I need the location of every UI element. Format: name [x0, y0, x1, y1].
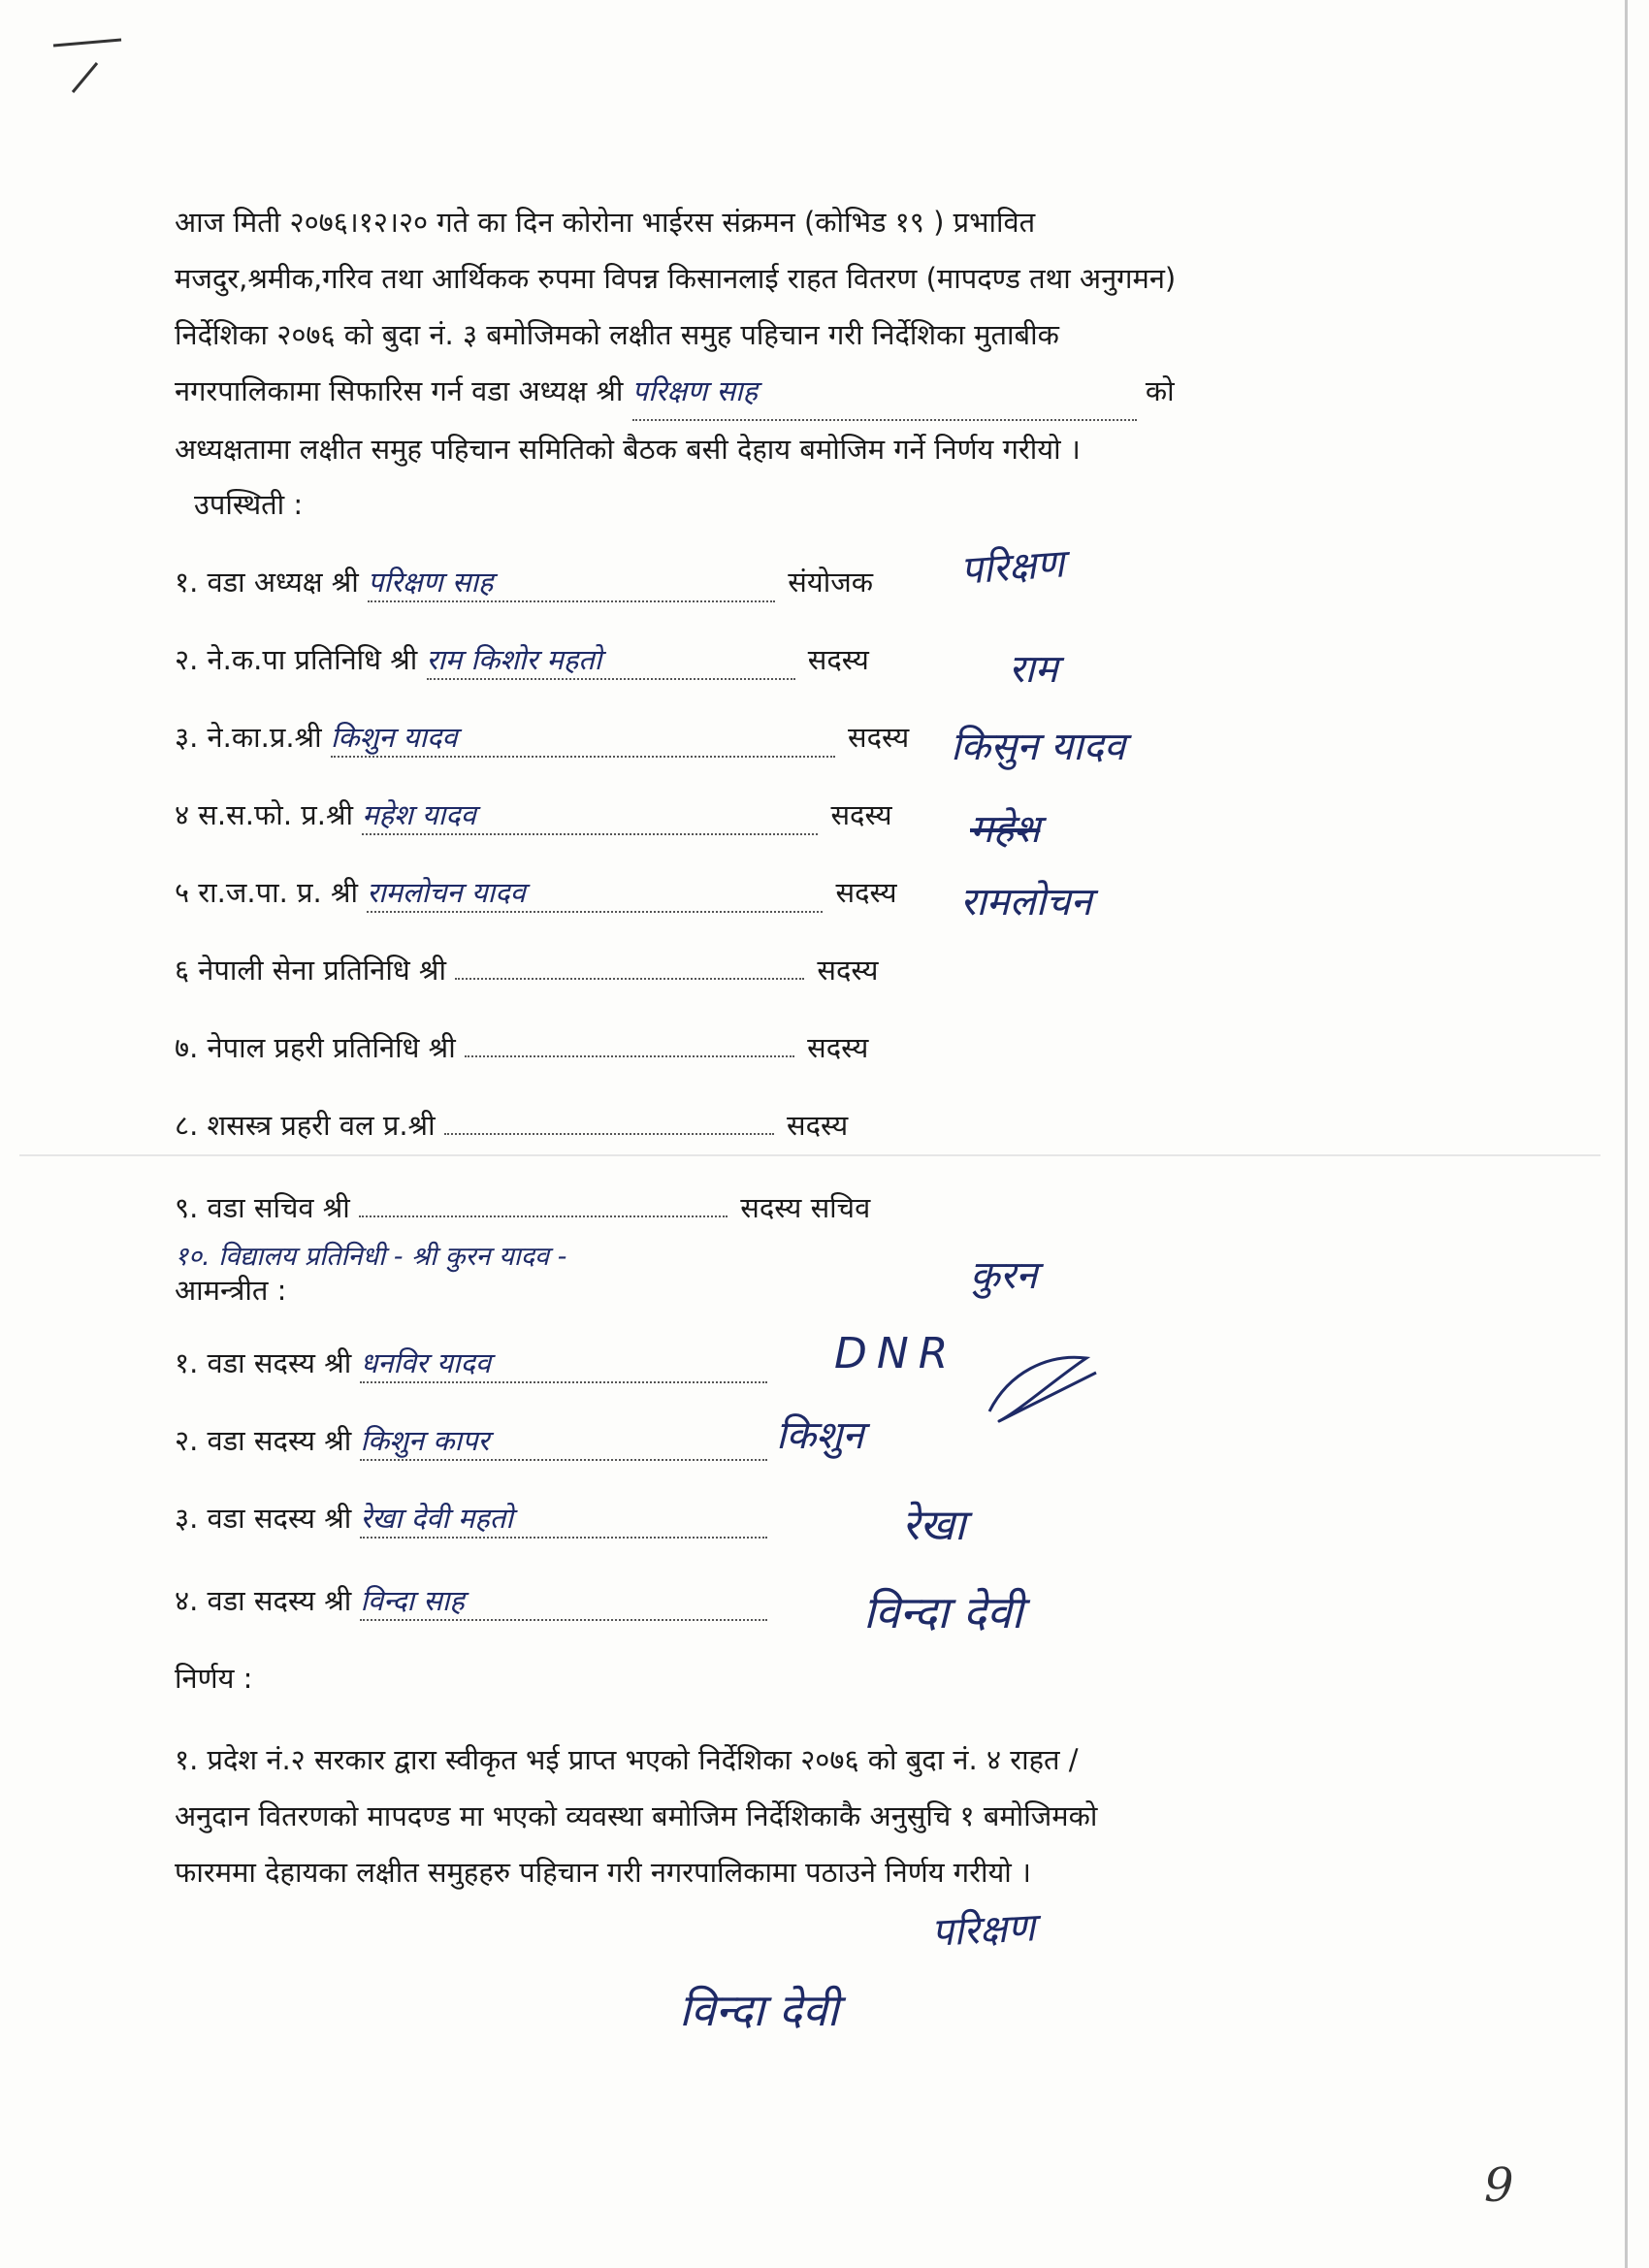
attendance-row [175, 1106, 848, 1144]
signature-invitee-1: DNR [834, 1329, 958, 1378]
attendance-row [175, 951, 879, 988]
signature-scribble [980, 1344, 1106, 1431]
row-role: सदस्य [787, 1109, 849, 1142]
row-prefix: ८. शसस्त्र प्रहरी वल प्र.श्री [175, 1109, 436, 1142]
attendance-row [175, 1028, 868, 1066]
decision-label: निर्णय : [175, 1662, 253, 1695]
signature-invitee-3: रेखा [902, 1501, 966, 1550]
attendance-row [175, 563, 873, 602]
signature-2: राम [1009, 647, 1058, 692]
intro-line-1: आज मिती २०७६।१२।२० गते का दिन कोरोना भाईरस संक्रमन (कोभिड १९ ) प्रभावित [175, 206, 1036, 239]
row-name-field [455, 978, 804, 980]
attendance-label: उपस्थिती : [194, 488, 304, 521]
row-name-field: किशुन कापर [360, 1421, 767, 1461]
intro-line-4-prefix: नगरपालिकामा सिफारिस गर्न वडा अध्यक्ष श्री [175, 374, 624, 407]
invitee-row [175, 1344, 767, 1383]
attendance-row [175, 1188, 870, 1226]
intro-paragraph [175, 194, 1455, 477]
row-prefix: ६ नेपाली सेना प्रतिनिधि श्री [175, 954, 446, 987]
row-name-field [444, 1133, 774, 1135]
row-prefix: २. ने.क.पा प्रतिनिधि श्री [175, 643, 418, 676]
row-prefix: २. वडा सदस्य श्री [175, 1424, 352, 1457]
row-role: सदस्य [848, 721, 910, 754]
row-name-field: महेश यादव [362, 795, 818, 835]
paper-fold-line [19, 1154, 1600, 1156]
row-name-field: राम किशोर महतो [427, 640, 795, 680]
row-prefix: ५ रा.ज.पा. प्र. श्री [175, 876, 359, 909]
closing-signature-2: विन्दा देवी [679, 1984, 839, 2036]
row-role: सदस्य [807, 1031, 869, 1064]
row-role: सदस्य सचिव [740, 1191, 871, 1224]
intro-line-4 [175, 363, 1455, 421]
row-name-field: किशुन यादव [331, 718, 835, 758]
invitee-row [175, 1499, 767, 1539]
row-role: संयोजक [788, 566, 873, 599]
decision-line-2: अनुदान वितरणको मापदण्ड मा भएको व्यवस्था बमोजिम निर्देशिकाकै अनुसुचि १ बमोजिमको [175, 1799, 1098, 1832]
row-prefix: ९. वडा सचिव श्री [175, 1191, 350, 1224]
row-name-field [465, 1055, 794, 1057]
signature-invitee-4: विन्दा देवी [863, 1586, 1023, 1638]
signature-3: किसुन यादव [951, 725, 1126, 769]
row-prefix: ४. वडा सदस्य श्री [175, 1584, 352, 1617]
signature-5: रामलोचन [960, 880, 1092, 924]
school-representative-handwritten: १०. विद्यालय प्रतिनिधी - श्री कुरन यादव - [175, 1242, 567, 1272]
attendance-row [175, 795, 892, 835]
row-name-field: रामलोचन यादव [367, 873, 823, 913]
row-prefix: ३. ने.का.प्र.श्री [175, 721, 322, 754]
row-name-field: परिक्षण साह [368, 563, 775, 602]
invitees-label: आमन्त्रीत : [175, 1274, 287, 1307]
row-role: सदस्य [817, 954, 879, 987]
scan-edge [1625, 0, 1628, 2268]
invitee-row [175, 1581, 767, 1621]
row-prefix: १. वडा अध्यक्ष श्री [175, 566, 359, 599]
signature-invitee-2: किशुन [776, 1413, 864, 1458]
signature-4: महेश [970, 807, 1041, 852]
row-prefix: ३. वडा सदस्य श्री [175, 1502, 352, 1535]
row-role: सदस्य [830, 798, 892, 831]
attendance-row [175, 640, 869, 680]
decision-paragraph [175, 1732, 1377, 1900]
row-name-field [359, 1215, 728, 1217]
corner-pen-mark [44, 34, 131, 102]
row-prefix: ७. नेपाल प्रहरी प्रतिनिधि श्री [175, 1031, 456, 1064]
row-prefix: ४ स.स.फो. प्र.श्री [175, 798, 354, 831]
row-role: सदस्य [807, 643, 869, 676]
intro-line-4-suffix: को [1145, 374, 1175, 407]
signature-1: परिक्षण [958, 541, 1066, 594]
chairperson-name-field: परिक्षण साह [632, 363, 1137, 421]
intro-line-3: निर्देशिका २०७६ को बुदा नं. ३ बमोजिमको लक्षीत समुह पहिचान गरी निर्देशिका मुताबीक [175, 318, 1059, 351]
closing-signature-1: परिक्षण [930, 1905, 1037, 1956]
intro-line-5: अध्यक्षतामा लक्षीत समुह पहिचान समितिको बैठक बसी देहाय बमोजिम गर्ने निर्णय गरीयो । [175, 433, 1081, 466]
invitee-row [175, 1421, 767, 1461]
row-role: सदस्य [835, 876, 897, 909]
row-name-field: विन्दा साह [360, 1581, 767, 1621]
row-name-field: रेखा देवी महतो [360, 1499, 767, 1539]
page-number: 9 [1484, 2158, 1514, 2213]
attendance-row [175, 718, 909, 758]
decision-line-3: फारममा देहायका लक्षीत समुहहरु पहिचान गरी नगरपालिकामा पठाउने निर्णय गरीयो । [175, 1856, 1032, 1889]
intro-line-2: मजदुर,श्रमीक,गरिव तथा आर्थिकक रुपमा विपन्न किसानलाई राहत वितरण (मापदण्ड तथा अनुगमन) [175, 262, 1177, 295]
row-name-field: धनविर यादव [360, 1344, 767, 1383]
row-prefix: १. वडा सदस्य श्री [175, 1346, 352, 1379]
signature-school-rep: कुरन [970, 1253, 1038, 1298]
attendance-row [175, 873, 897, 913]
decision-line-1: १. प्रदेश नं.२ सरकार द्वारा स्वीकृत भई प्राप्त भएको निर्देशिका २०७६ को बुदा नं. ४ राहत / [175, 1743, 1079, 1776]
